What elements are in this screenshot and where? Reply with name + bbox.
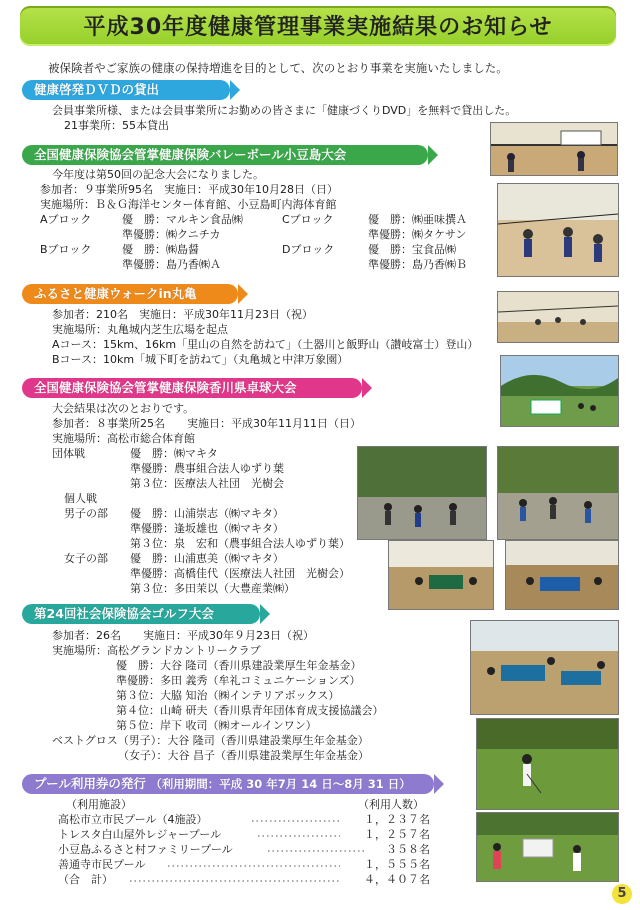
section-title-pool: プール利用券の発行 [34, 776, 146, 791]
women-result-3: 第３位：多田茉以（大豊産業㈱） [130, 582, 295, 595]
block-a-label: Aブロック [40, 213, 92, 226]
photo-walk-4 [497, 446, 619, 540]
photo-pingpong-1 [388, 540, 494, 610]
walk-line-4: Bコース：10km「城下町を訪ねて」（丸亀城と中津万象園） [52, 353, 349, 366]
pingpong-line-1: 大会結果は次のとおりです。 [52, 402, 195, 415]
block-d-label: Dブロック [282, 243, 335, 256]
women-label: 女子の部 [64, 552, 108, 565]
block-d-first: 優 勝：宝食品㈱ [368, 243, 456, 256]
page-number: 5 [617, 886, 627, 901]
block-a-first: 優 勝：マルキン食品㈱ [122, 213, 243, 226]
page-title: 平成30年度健康管理事業実施結果のお知らせ [83, 15, 553, 40]
team-result-1: 優 勝：㈱マキタ [130, 447, 218, 460]
golf-result-4: 第４位：山崎 研夫（香川県青年団体育成支援協議会） [116, 704, 384, 717]
photo-pingpong-2 [505, 540, 619, 610]
women-result-1: 優 勝：山浦恵美（㈱マキタ） [130, 552, 284, 565]
men-label: 男子の部 [64, 507, 108, 520]
dvd-line-2: 21事業所：55本貸出 [64, 119, 169, 132]
volley-line-1: 今年度は第50回の記念大会になりました。 [52, 168, 264, 181]
pool-row: トレスタ白山屋外レジャープール １，２５７名 [58, 828, 430, 841]
pool-row-total: （合 計） ４，４０７名 [58, 873, 430, 886]
photo-walk-1 [497, 291, 619, 343]
men-result-1: 優 勝：山浦崇志（㈱マキタ） [130, 507, 284, 520]
pool-row: 高松市立市民プール（4施設） １，２３７名 [58, 813, 430, 826]
best-gross-men: ベストグロス（男子）：大谷 隆司（香川県建設業厚生年金基金） [52, 734, 369, 747]
walk-line-1: 参加者：210名 実施日：平成30年11月23日（祝） [52, 308, 313, 321]
team-result-2: 準優勝：農事組合法人ゆずり葉 [130, 462, 284, 475]
pool-period: （利用期間：平成 30 年7月 14 日〜8月 31 日） [150, 777, 411, 791]
pingpong-line-2: 参加者：８事業所25名 実施日：平成30年11月11日（日） [52, 417, 361, 430]
individual-label: 個人戦 [64, 492, 97, 505]
pool-col-count: （利用人数） [358, 798, 424, 811]
section-title-golf: 第24回社会保険協会ゴルフ大会 [34, 606, 214, 621]
pool-row: 善通寺市民プール １，５５５名 [58, 858, 430, 871]
section-title-walk: ふるさと健康ウォークin丸亀 [34, 286, 197, 301]
block-c-second: 準優勝：㈱タケサン [368, 228, 467, 241]
golf-line-1: 参加者：26名 実施日：平成30年９月23日（祝） [52, 629, 314, 642]
section-title-pingpong: 全国健康保険協会管掌健康保険香川県卓球大会 [34, 380, 297, 395]
section-title-dvd: 健康啓発ＤＶＤの貸出 [34, 82, 160, 97]
photo-pingpong-3 [470, 620, 619, 715]
block-b-label: Bブロック [40, 243, 92, 256]
block-b-first: 優 勝：㈱島醤 [122, 243, 199, 256]
volley-line-2: 参加者：９事業所95名 実施日：平成30年10月28日（日） [40, 183, 338, 196]
golf-result-1: 優 勝：大谷 隆司（香川県建設業厚生年金基金） [116, 659, 362, 672]
photo-walk-3 [357, 446, 487, 540]
block-c-first: 優 勝：㈱亜味撰Ａ [368, 213, 467, 226]
golf-line-2: 実施場所：高松グランドカントリークラブ [52, 644, 261, 657]
golf-result-5: 第５位：岸下 收司（㈱オールインワン） [116, 719, 317, 732]
block-d-second: 準優勝：島乃香㈱Ｂ [368, 258, 467, 271]
dvd-line-1: 会員事業所様、または会員事業所にお勤めの皆さまに「健康づくりDVD」を無料で貸出した。 [52, 104, 517, 117]
block-a-second: 準優勝：㈱クニチカ [122, 228, 221, 241]
men-result-3: 第３位：泉 宏和（農事組合法人ゆずり葉） [130, 537, 350, 550]
block-c-label: Cブロック [282, 213, 334, 226]
photo-volleyball-2 [497, 183, 619, 277]
men-result-2: 準優勝：逢坂雄也（㈱マキタ） [130, 522, 284, 535]
women-result-2: 準優勝：高橋佳代（医療法人社団 光樹会） [130, 567, 350, 580]
page-number-badge [612, 884, 632, 904]
pool-col-facility: （利用施設） [66, 798, 132, 811]
section-title-volleyball: 全国健康保険協会管掌健康保険バレーボール小豆島大会 [34, 147, 347, 162]
pool-row: 小豆島ふるさと村ファミリープール ３５８名 [58, 843, 430, 856]
golf-result-3: 第３位：大脇 知治（㈱インテリアボックス） [116, 689, 340, 702]
photo-volleyball-1 [490, 122, 618, 176]
photo-golf-2 [476, 812, 619, 882]
golf-result-2: 準優勝：多田 義秀（牟礼コミュニケーションズ） [116, 674, 361, 687]
photo-walk-2 [500, 355, 619, 427]
volley-line-3: 実施場所：Ｂ＆Ｇ海洋センター体育館、小豆島町内海体育館 [40, 198, 337, 211]
walk-line-3: Aコース：15km、16km「里山の自然を訪ねて」（土器川と飯野山（讃岐富士）登山） [52, 338, 479, 351]
intro-text: 被保険者やご家族の健康の保持増進を目的として、次のとおり事業を実施いたしました。 [48, 61, 508, 75]
block-b-second: 準優勝：島乃香㈱Ａ [122, 258, 221, 271]
photo-golf-1 [476, 718, 619, 810]
pingpong-line-3: 実施場所：高松市総合体育館 [52, 432, 195, 445]
best-gross-women: （女子）：大谷 昌子（香川県建設業厚生年金基金） [118, 749, 369, 762]
team-result-3: 第３位：医療法人社団 光樹会 [130, 477, 284, 490]
team-label: 団体戦 [52, 447, 85, 460]
walk-line-2: 実施場所：丸亀城内芝生広場を起点 [52, 323, 228, 336]
